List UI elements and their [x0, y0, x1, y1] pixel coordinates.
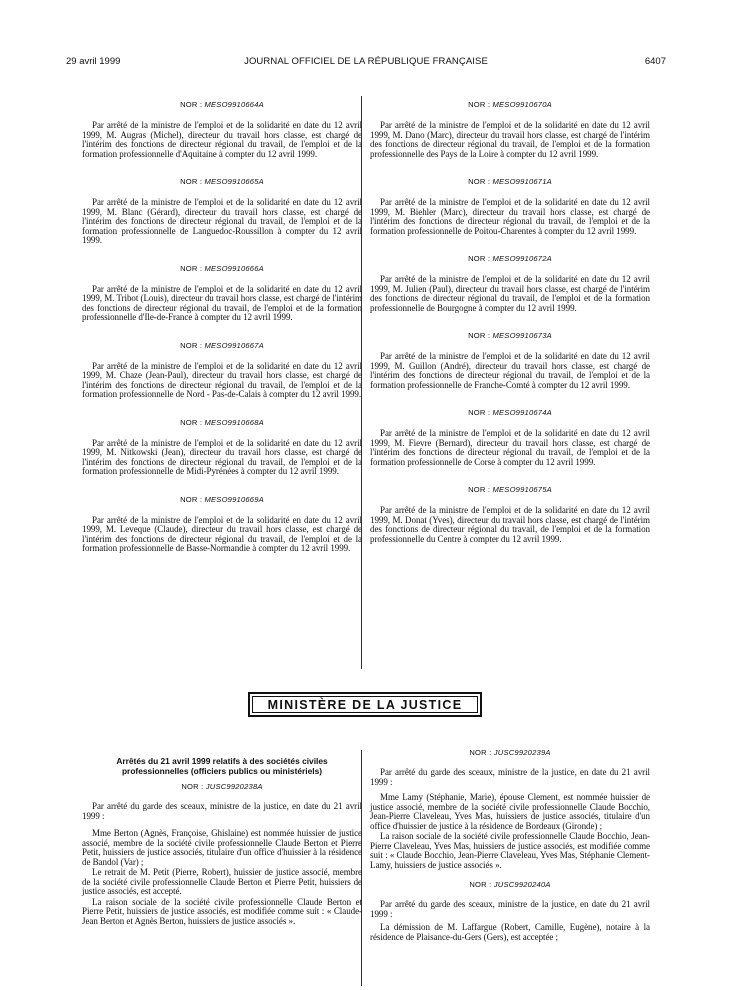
nor-code: MESO9910665A: [204, 177, 264, 186]
nor-label: NOR :: [180, 177, 203, 186]
nor-reference: [370, 331, 650, 341]
nor-reference: [370, 177, 650, 187]
arretes-title: Arrêtés du 21 avril 1999 relatifs à des sociétés civiles professionnelles (officiers publics ou ministériels): [116, 756, 328, 776]
decree-block: [370, 485, 650, 544]
nor-reference: [370, 408, 650, 418]
nor-label: NOR :: [180, 100, 203, 109]
nor-label: NOR :: [180, 417, 203, 427]
right-column-upper: [370, 100, 650, 562]
left-column-lower: [82, 756, 362, 927]
nor-label: NOR :: [468, 177, 491, 186]
decree-block: [82, 177, 362, 246]
header-date: 29 avril 1999: [66, 56, 121, 67]
decree-text: Par arrêté de la ministre de l'emploi et de la solidarité en date du 12 avril 1999, M. Tribot (Louis), directeur du travail hors classe, est chargé de l'intérim des fonctions de directeur régional du travail, de l'emploi et de la formation professionnelle d'Ile-de-France à compter du 12 avril 1999.: [82, 283, 362, 322]
nor-code: MESO9910671A: [492, 177, 552, 186]
nor-reference: [82, 100, 362, 110]
decree-block: [370, 177, 650, 236]
decree-block: [370, 100, 650, 159]
nor-label: NOR :: [180, 494, 203, 504]
page-header: [66, 56, 666, 70]
nor-label: NOR :: [469, 880, 492, 889]
decree-text: Par arrêté de la ministre de l'emploi et de la solidarité en date du 12 avril 1999, M. Julien (Paul), directeur du travail hors classe, est chargé de l'intérim des fonctions de directeur régional du travail, de l'emploi et de la formation professionnelle de Bourgogne à compter du 12 avril 1999.: [370, 274, 650, 313]
decree-block: [370, 408, 650, 467]
nor-reference: [82, 782, 362, 792]
nor-code: MESO9910666A: [204, 263, 264, 273]
ministry-title: MINISTÈRE DE LA JUSTICE: [267, 697, 463, 712]
nor-code: MESO9910673A: [492, 331, 552, 340]
decree-text: Par arrêté de la ministre de l'emploi et de la solidarité en date du 12 avril 1999, M. Chaze (Jean-Paul), directeur du travail hors classe, est chargé de l'intérim des fonctions de directeur régional du travail, de l'emploi et de la formation professionnelle de Nord - Pas-de-Calais à compter du 12 avril 1999.: [82, 360, 362, 399]
nor-code: JUSC9920239A: [493, 748, 551, 757]
nor-reference: [370, 880, 650, 890]
decree-text: Par arrêté de la ministre de l'emploi et de la solidarité en date du 12 avril 1999, M. Leveque (Claude), directeur du travail hors classe, est chargé de l'intérim des fonctions de directeur régional du travail, de l'emploi et de la formation professionnelle de Basse-Normandie à compter du 12 avril 1999.: [82, 514, 362, 553]
nor-code: MESO9910664A: [204, 100, 264, 109]
nor-label: NOR :: [181, 782, 204, 791]
journal-title: JOURNAL OFFICIEL DE LA RÉPUBLIQUE FRANÇAISE: [244, 56, 488, 67]
nor-code: MESO9910669A: [204, 494, 264, 504]
decree-text: Par arrêté de la ministre de l'emploi et de la solidarité en date du 12 avril 1999, M. Donat (Yves), directeur du travail hors classe, est chargé de l'intérim des fonctions de directeur régional du travail, de l'emploi et de la formation professionnelle du Centre à compter du 12 avril 1999.: [370, 505, 650, 544]
nor-label: NOR :: [468, 254, 491, 263]
nor-code: MESO9910674A: [492, 408, 552, 417]
nor-code: MESO9910670A: [492, 100, 552, 109]
nor-label: NOR :: [468, 100, 491, 109]
nor-label: NOR :: [468, 408, 491, 417]
nor-reference: [370, 254, 650, 264]
decree-block: [82, 264, 362, 323]
decree-block: [370, 254, 650, 313]
nor-label: NOR :: [469, 748, 492, 757]
decree-text: La raison sociale de la société civile professionnelle Claude Berton et Pierre Petit, huissiers de justice associés, est modifiée comme suit : « Claude-Jean Berton et Agnès Berton, huissiers de justice associés ».: [82, 896, 362, 926]
decree-text: Par arrêté du garde des sceaux, ministre de la justice, en date du 21 avril 1999 :: [82, 801, 362, 821]
decree-block: [82, 418, 362, 477]
nor-reference: [370, 485, 650, 495]
decree-block: [370, 331, 650, 390]
nor-code: MESO9910672A: [492, 254, 552, 263]
decree-block: [82, 100, 362, 159]
nor-label: NOR :: [468, 331, 491, 340]
nor-code: MESO9910667A: [204, 340, 264, 350]
decree-text: La raison sociale de la société civile professionnelle Claude Bocchio, Jean-Pierre Claveleau, Yves Mas, huissiers de justice associés, est modifiée comme suit : « Claude Bocchio, Jean-Pierre Claveleau, Yves Mas, Stéphanie Clement-Lamy, huissiers de justice associés ».: [370, 831, 650, 870]
page-number: 6407: [644, 56, 666, 67]
decree-text: Par arrêté de la ministre de l'emploi et de la solidarité en date du 12 avril 1999, M. Biehler (Marc), directeur du travail hors classe, est chargé de l'intérim des fonctions de directeur régional du travail, de l'emploi et de la formation professionnelle de Poitou-Charentes à compter du 12 avril 1999.: [370, 197, 650, 236]
right-column-lower: [370, 748, 650, 943]
nor-label: NOR :: [180, 340, 203, 350]
left-column-upper: [82, 100, 362, 572]
decree-text: Par arrêté du garde des sceaux, ministre de la justice, en date du 21 avril 1999 :: [370, 767, 650, 787]
ministry-heading-box: [248, 692, 482, 717]
decree-text: Par arrêté de la ministre de l'emploi et de la solidarité en date du 12 avril 1999, M. Fievre (Bernard), directeur du travail hors classe, est chargé de l'intérim des fonctions de directeur régional du travail, de l'emploi et de la formation professionnelle de Corse à compter du 12 avril 1999.: [370, 428, 650, 467]
decree-text: Par arrêté de la ministre de l'emploi et de la solidarité en date du 12 avril 1999, M. Dano (Marc), directeur du travail hors classe, est chargé de l'intérim des fonctions de directeur régional du travail, de l'emploi et de la formation professionnelle des Pays de la Loire à compter du 12 avril 1999.: [370, 120, 650, 159]
nor-code: MESO9910675A: [492, 485, 552, 494]
decree-text: Par arrêté de la ministre de l'emploi et de la solidarité en date du 12 avril 1999, M. Guillon (André), directeur du travail hors classe, est chargé de l'intérim des fonctions de directeur régional du travail, de l'emploi et de la formation professionnelle de Franche-Comté à compter du 12 avril 1999.: [370, 351, 650, 390]
decree-text: Par arrêté du garde des sceaux, ministre de la justice, en date du 21 avril 1999 :: [370, 899, 650, 919]
nor-reference: [370, 748, 650, 758]
decree-text: Mme Berton (Agnès, Françoise, Ghislaine) est nommée huissier de justice associé, membre de la société civile professionnelle Claude Berton et Pierre Petit, huissiers de justice associés, titulaire d'un office d'huissier à la résidence de Bandol (Var) ;: [82, 828, 362, 867]
decree-block: [82, 341, 362, 400]
nor-label: NOR :: [468, 485, 491, 494]
nor-reference: [370, 100, 650, 110]
nor-code: JUSC9920240A: [493, 880, 551, 889]
decree-block: [82, 495, 362, 554]
nor-reference: [82, 418, 362, 428]
nor-reference: [82, 264, 362, 274]
decree-text: Le retrait de M. Petit (Pierre, Robert), huissier de justice associé, membre de la société civile professionnelle Claude Berton et Pierre Petit, huissiers de justice associés, est accepté.: [82, 867, 362, 896]
nor-code: MESO9910668A: [204, 417, 264, 427]
nor-reference: [82, 495, 362, 505]
nor-reference: [82, 177, 362, 187]
decree-text: Par arrêté de la ministre de l'emploi et de la solidarité en date du 12 avril 1999, M. Nitkowski (Jean), directeur du travail hors classe, est chargé de l'intérim des fonctions de directeur régional du travail, de l'emploi et de la formation professionnelle de Midi-Pyrénées à compter du 12 avril 1999.: [82, 437, 362, 476]
nor-reference: [82, 341, 362, 351]
nor-code: JUSC9920238A: [205, 782, 263, 791]
nor-label: NOR :: [180, 263, 203, 273]
decree-text: Par arrêté de la ministre de l'emploi et de la solidarité en date du 12 avril 1999, M. Augras (Michel), directeur du travail hors classe, est chargé de l'intérim des fonctions de directeur régional du travail, de l'emploi et de la formation professionnelle d'Aquitaine à compter du 12 avril 1999.: [82, 120, 362, 159]
decree-text: Par arrêté de la ministre de l'emploi et de la solidarité en date du 12 avril 1999, M. Blanc (Gérard), directeur du travail hors classe, est chargé de l'intérim des fonctions de directeur régional du travail, de l'emploi et de la formation professionnelle de Languedoc-Roussillon à compter du 12 avril 1999.: [82, 197, 362, 245]
decree-text: La démission de M. Laffargue (Robert, Camille, Eugène), notaire à la résidence de Plaisance-du-Gers (Gers), est acceptée ;: [370, 922, 650, 942]
decree-text: Mme Lamy (Stéphanie, Marie), épouse Clement, est nommée huissier de justice associé, membre de la société civile professionnelle Claude Bocchio, Jean-Pierre Claveleau, Yves Mas, huissiers de justice associés, titulaire d'un office d'huissier de justice à la résidence de Bordeaux (Gironde) ;: [370, 792, 650, 831]
